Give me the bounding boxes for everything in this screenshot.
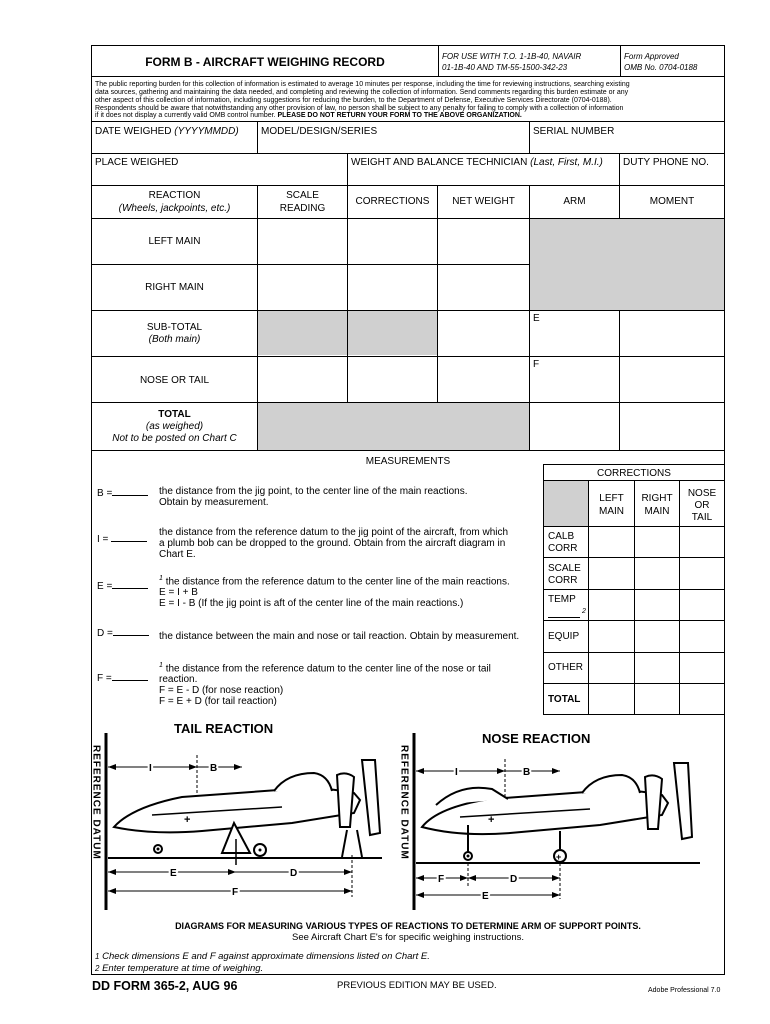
- tail-dim-b: B: [210, 763, 218, 774]
- scale-corr-label: SCALE CORR: [548, 563, 581, 586]
- temp-value-field[interactable]: [548, 606, 580, 617]
- calb-corr-label: CALB CORR: [548, 531, 578, 554]
- d-label: D =: [97, 626, 149, 639]
- temp-label: TEMP: [548, 594, 576, 605]
- equip-label: EQUIP: [548, 631, 580, 642]
- technician-label: WEIGHT AND BALANCE TECHNICIAN (Last, First, M.I.): [351, 157, 603, 168]
- nose-dim-b: B: [523, 767, 531, 778]
- nose-dim-f: F: [438, 874, 445, 885]
- left-main-scale-cell[interactable]: [258, 219, 347, 264]
- form-title: FORM B - AIRCRAFT WEIGHING RECORD: [145, 55, 385, 69]
- corr-total-label: TOTAL: [548, 694, 581, 705]
- measurements-title: MEASUREMENTS: [365, 456, 451, 467]
- equip-right-cell[interactable]: [635, 621, 679, 652]
- temp-right-cell[interactable]: [635, 590, 679, 620]
- total-arm-cell[interactable]: [530, 403, 619, 450]
- svg-text:+: +: [184, 814, 191, 826]
- reaction-header: REACTION (Wheels, jackpoints, etc.): [118, 190, 231, 214]
- calb-right-cell[interactable]: [635, 527, 679, 557]
- moment-header: MOMENT: [649, 196, 695, 207]
- tail-dim-f: F: [232, 887, 239, 898]
- nose-tail-label: NOSE OR TAIL: [139, 375, 210, 386]
- scale-right-cell[interactable]: [635, 558, 679, 589]
- nose-tail-arm-cell[interactable]: [530, 357, 619, 402]
- other-nose-cell[interactable]: [680, 653, 724, 683]
- form-approved: Form Approved: [624, 52, 679, 61]
- equip-left-cell[interactable]: [589, 621, 634, 652]
- omb-number: OMB No. 0704-0188: [624, 63, 698, 72]
- i-description: the distance from the reference datum to the jig point of the aircraft, from which a plumb bob can be dropped to the ground. Obtain from the aircraft diagram in Chart E.: [159, 527, 509, 560]
- b-description: the distance from the jig point, to the center line of the main reactions. Obtain by measurement.: [159, 486, 468, 508]
- corr-nose-tail-header: NOSE OR TAIL: [687, 488, 717, 523]
- form-number: DD FORM 365-2, AUG 96: [92, 979, 238, 993]
- f-value-field[interactable]: [115, 669, 151, 681]
- nose-reaction-diagram: [400, 715, 720, 915]
- tail-reaction-diagram: [92, 715, 408, 915]
- f-label: F =: [97, 671, 148, 684]
- corrections-corner-shaded: [544, 481, 588, 526]
- model-field[interactable]: [258, 122, 529, 153]
- tail-reaction-title: TAIL REACTION: [174, 721, 274, 736]
- d-description: the distance between the main and nose or tail reaction. Obtain by measurement.: [159, 631, 520, 642]
- tail-dim-i: I: [149, 763, 152, 774]
- right-main-scale-cell[interactable]: [258, 265, 347, 310]
- model-label: MODEL/DESIGN/SERIES: [261, 126, 378, 137]
- serial-label: SERIAL NUMBER: [533, 126, 615, 137]
- svg-text:+: +: [488, 814, 495, 826]
- calb-nose-cell[interactable]: [680, 527, 724, 557]
- arm-e-marker: E: [533, 313, 540, 324]
- temp-note-marker: 2: [582, 608, 586, 615]
- technician-field[interactable]: [348, 154, 619, 185]
- tail-dim-d: D: [290, 868, 298, 879]
- use-with-line2: 01-1B-40 AND TM-55-1500-342-23: [442, 63, 568, 72]
- subtotal-arm-cell[interactable]: [530, 311, 619, 356]
- subtotal-label: SUB-TOTAL (Both main): [146, 322, 203, 345]
- corr-left-main-header: LEFT MAIN: [599, 493, 624, 517]
- corrections-header: CORRECTIONS: [355, 196, 430, 207]
- tail-datum-label: REFERENCE DATUM: [90, 745, 102, 860]
- left-main-net-cell[interactable]: [438, 219, 529, 264]
- corr-right-main-header: RIGHT MAIN: [641, 493, 673, 517]
- scale-reading-header: SCALE READING: [279, 190, 326, 214]
- arm-moment-shaded: [529, 218, 724, 310]
- nose-dim-d: D: [510, 874, 518, 885]
- nose-tail-corrections-cell[interactable]: [348, 357, 437, 402]
- calb-left-cell[interactable]: [589, 527, 634, 557]
- total-shaded: [258, 403, 529, 450]
- use-with-line1: FOR USE WITH T.O. 1-1B-40, NAVAIR: [442, 52, 582, 61]
- total-right-cell[interactable]: [635, 684, 679, 714]
- adobe-version: Adobe Professional 7.0: [648, 987, 721, 994]
- other-label: OTHER: [548, 662, 583, 673]
- temp-nose-cell[interactable]: [680, 590, 724, 620]
- footnote-1: 1 Check dimensions E and F against approximate dimensions listed on Chart E.: [95, 951, 430, 962]
- nose-dim-i: I: [455, 767, 458, 778]
- diagram-caption: DIAGRAMS FOR MEASURING VARIOUS TYPES OF REACTIONS TO DETERMINE ARM OF SUPPORT POINTS.: [175, 921, 641, 931]
- tail-dim-e: E: [170, 868, 177, 879]
- nose-tail-net-cell[interactable]: [438, 357, 529, 402]
- subtotal-moment-cell[interactable]: [620, 311, 724, 356]
- equip-nose-cell[interactable]: [680, 621, 724, 652]
- temp-left-cell[interactable]: [589, 590, 634, 620]
- e-description: $^1$ the distance from the reference datum to the center line of the main reactions. E = I + B E = I - B (If the jig point is aft of the center line of the main reactions.): [159, 575, 510, 610]
- place-label: PLACE WEIGHED: [95, 157, 179, 168]
- phone-label: DUTY PHONE NO.: [623, 157, 709, 168]
- subtotal-net-cell[interactable]: [438, 311, 529, 356]
- other-left-cell[interactable]: [589, 653, 634, 683]
- i-value-field[interactable]: [112, 530, 152, 542]
- right-main-corrections-cell[interactable]: [348, 265, 437, 310]
- net-weight-header: NET WEIGHT: [452, 196, 515, 207]
- total-left-cell[interactable]: [589, 684, 634, 714]
- right-main-net-cell[interactable]: [438, 265, 529, 310]
- diagram-subcaption: See Aircraft Chart E's for specific weighing instructions.: [291, 932, 525, 943]
- footnote-2: 2 Enter temperature at time of weighing.: [95, 963, 264, 974]
- nose-reaction-title: NOSE REACTION: [482, 731, 591, 746]
- e-value-field[interactable]: [115, 577, 151, 589]
- place-field[interactable]: [92, 154, 347, 185]
- nose-tail-moment-cell[interactable]: [620, 357, 724, 402]
- left-main-corrections-cell[interactable]: [348, 219, 437, 264]
- right-main-label: RIGHT MAIN: [145, 282, 204, 293]
- corrections-title: CORRECTIONS: [597, 468, 671, 479]
- serial-field[interactable]: [530, 122, 724, 153]
- scale-left-cell[interactable]: [589, 558, 634, 589]
- date-weighed-field[interactable]: [92, 122, 257, 153]
- d-value-field[interactable]: [115, 624, 151, 636]
- f-description: $^1$ the distance from the reference datum to the center line of the nose or tail reaction. F = E - D (for nose reaction) F = E + D (for tail reaction): [159, 662, 491, 708]
- i-label: I =: [97, 532, 147, 545]
- scale-nose-cell[interactable]: [680, 558, 724, 589]
- previous-edition: PREVIOUS EDITION MAY BE USED.: [337, 980, 497, 991]
- left-main-label: LEFT MAIN: [148, 236, 201, 247]
- total-moment-cell[interactable]: [620, 403, 724, 450]
- svg-text:+: +: [556, 852, 562, 862]
- phone-field[interactable]: [620, 154, 724, 185]
- b-label: B =: [97, 486, 148, 499]
- nose-datum-label: REFERENCE DATUM: [398, 745, 410, 860]
- total-nose-cell[interactable]: [680, 684, 724, 714]
- nose-tail-scale-cell[interactable]: [258, 357, 347, 402]
- nose-dim-e: E: [482, 891, 489, 902]
- other-right-cell[interactable]: [635, 653, 679, 683]
- arm-f-marker: F: [533, 359, 540, 370]
- total-label: TOTAL (as weighed) Not to be posted on Chart C: [112, 409, 237, 444]
- arm-header: ARM: [563, 196, 586, 207]
- e-label: E =: [97, 579, 148, 592]
- b-value-field[interactable]: [115, 484, 151, 496]
- date-weighed-label: DATE WEIGHED (YYYYMMDD): [95, 126, 239, 137]
